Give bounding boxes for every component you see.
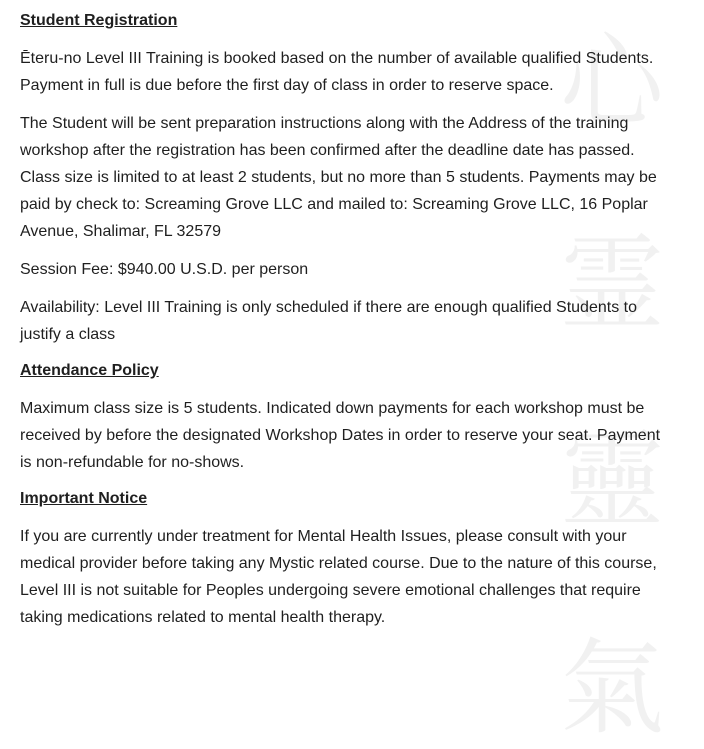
registration-booking-paragraph: Ēteru-no Level III Training is booked based on the number of available qualified Students. Payment in full is due before the first day of class in order to reserve space. <box>20 50 654 94</box>
attendance-policy-paragraph: Maximum class size is 5 students. Indicated down payments for each workshop must be received by before the designated Workshop Dates in order to reserve your seat. Payment is non-refundable for no-shows. <box>20 400 661 471</box>
availability-paragraph: Availability: Level III Training is only scheduled if there are enough qualified Students to justify a class <box>20 299 637 343</box>
student-registration-heading: Student Registration <box>20 12 178 29</box>
attendance-policy-heading: Attendance Policy <box>20 362 159 379</box>
watermark-char-1: 心 <box>560 21 665 143</box>
watermark-char-4: 氣 <box>560 627 665 749</box>
watermark-char-2: 霊 <box>560 223 665 345</box>
registration-instructions-paragraph: The Student will be sent preparation instructions along with the Address of the training workshop after the registration has been confirmed after the deadline date has passed. Class size is limited to at least 2 students, but no more than 5 students. Payments may be paid by check to: Screaming Grove LLC and mailed to: Screaming Grove LLC, 16 Poplar Avenue, Shalimar, FL 32579 <box>20 115 657 240</box>
important-notice-paragraph: If you are currently under treatment for Mental Health Issues, please consult with your medical provider before taking any Mystic related course. Due to the nature of this course, Level III is not suitable for Peoples undergoing severe emotional challenges that require taking medications related to mental health therapy. <box>20 528 657 626</box>
session-fee-paragraph: Session Fee: $940.00 U.S.D. per person <box>20 261 309 278</box>
important-notice-heading: Important Notice <box>20 490 148 507</box>
watermark-char-3: 靈 <box>560 419 665 541</box>
